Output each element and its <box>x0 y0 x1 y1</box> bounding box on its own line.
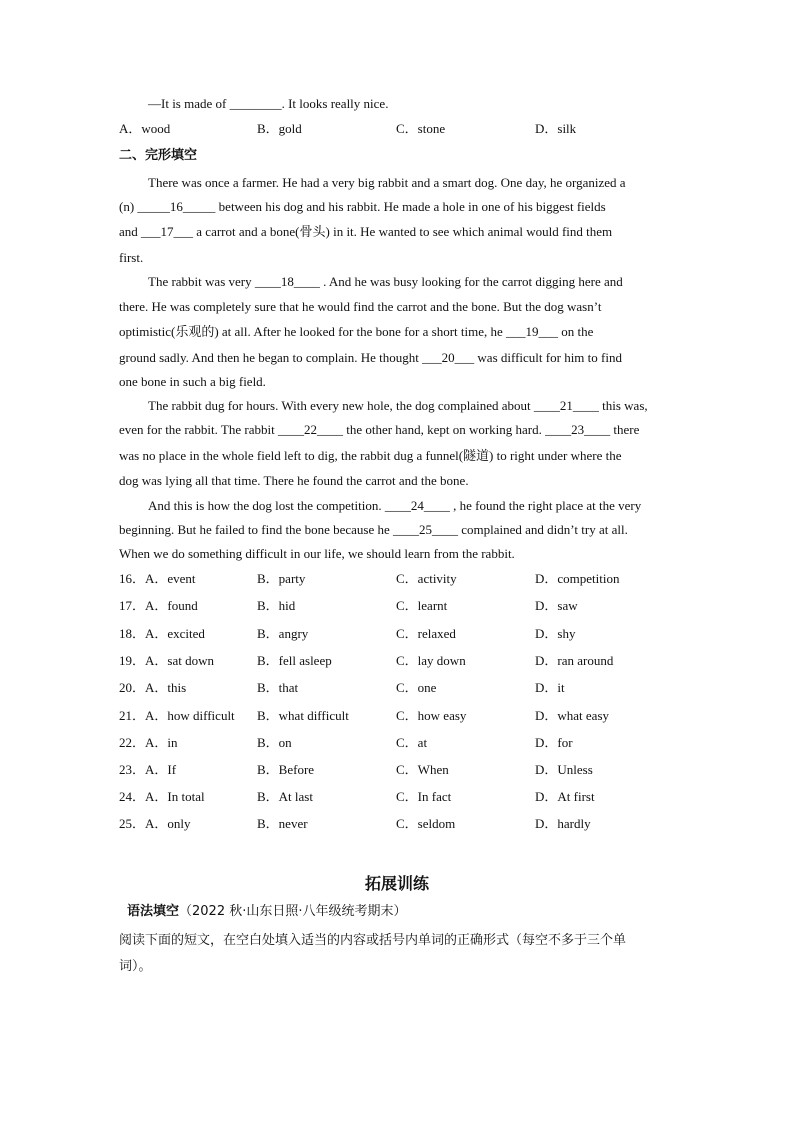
passage-line: optimistic(乐观的) at all. After he looked for the bone for a short time, he ___19___ on the <box>119 324 594 339</box>
option-a: 25．A．only <box>119 816 191 831</box>
option-c: C．one <box>396 680 437 695</box>
option-a: 22．A．in <box>119 735 178 750</box>
passage-line: there. He was completely sure that he would find the carrot and the bone. But the dog wasn’t <box>119 299 602 314</box>
option-a: 16．A．event <box>119 571 196 586</box>
question-20 <box>119 680 679 696</box>
option-b: B．angry <box>257 626 309 641</box>
passage-line: even for the rabbit. The rabbit ____22____ the other hand, kept on working hard. ____23____ there <box>119 422 640 437</box>
question-19 <box>119 653 679 669</box>
passage-line: beginning. But he failed to find the bone because he ____25____ complained and didn’t try at all. <box>119 522 628 537</box>
option-b: B．that <box>257 680 299 695</box>
question-18 <box>119 626 679 642</box>
option-a: 18．A．excited <box>119 626 205 641</box>
question-22 <box>119 735 679 751</box>
q15-options <box>119 121 679 137</box>
passage-line: one bone in such a big field. <box>119 374 266 389</box>
section-heading: 二、完形填空 <box>119 148 198 163</box>
option-b: B．hid <box>257 598 296 613</box>
passage-line: (n) _____16_____ between his dog and his rabbit. He made a hole in one of his biggest fields <box>119 199 606 214</box>
grammar-heading: 语法填空（2022 秋·山东日照·八年级统考期末） <box>127 904 407 919</box>
blank-20: ___20___ <box>422 350 475 365</box>
option-d: D．hardly <box>535 816 591 831</box>
blank-23: ____23____ <box>545 422 611 437</box>
blank-18: ____18____ <box>254 274 320 289</box>
option-a: 20．A．this <box>119 680 187 695</box>
option-d: D．shy <box>535 626 576 641</box>
option-d: D．saw <box>535 598 578 613</box>
question-24 <box>119 789 679 805</box>
option-c: C．how easy <box>396 708 467 723</box>
option-d: D．silk <box>535 121 577 136</box>
option-b: B．on <box>257 735 292 750</box>
option-c: C．relaxed <box>396 626 456 641</box>
passage-line: The rabbit was very ____18____ . And he was busy looking for the carrot digging here and <box>148 274 623 289</box>
passage-line: first. <box>119 250 144 265</box>
option-d: D．for <box>535 735 573 750</box>
blank-21: ____21____ <box>533 398 599 413</box>
option-a: A．wood <box>119 121 171 136</box>
passage-line: was no place in the whole field left to dig, the rabbit dug a funnel(隧道) to right under where the <box>119 448 622 463</box>
option-b: B．At last <box>257 789 313 804</box>
blank-19: ___19___ <box>506 324 559 339</box>
option-b: B．party <box>257 571 306 586</box>
passage-line: and ___17___ a carrot and a bone(骨头) in it. He wanted to see which animal would find them <box>119 224 613 239</box>
option-c: C．When <box>396 762 449 777</box>
question-25 <box>119 816 679 832</box>
option-a: 24．A．In total <box>119 789 205 804</box>
option-a: 23．A．If <box>119 762 177 777</box>
option-b: B．never <box>257 816 308 831</box>
q15-stem: —It is made of ________. It looks really nice. <box>148 96 389 111</box>
option-a: 19．A．sat down <box>119 653 214 668</box>
passage-line: ground sadly. And then he began to complain. He thought ___20___ was difficult for him to find <box>119 350 622 365</box>
option-d: D．it <box>535 680 565 695</box>
option-d: D．At first <box>535 789 595 804</box>
passage-line: There was once a farmer. He had a very big rabbit and a smart dog. One day, he organized a <box>148 175 626 190</box>
passage-line: When we do something difficult in our life, we should learn from the rabbit. <box>119 546 515 561</box>
blank-25: ____25____ <box>393 522 459 537</box>
option-c: C．activity <box>396 571 457 586</box>
blank-17: ___17___ <box>141 224 194 239</box>
option-d: D．ran around <box>535 653 614 668</box>
blank-16: _____16_____ <box>137 199 216 214</box>
option-b: B．what difficult <box>257 708 349 723</box>
question-16 <box>119 571 679 587</box>
instruction-line: 阅读下面的短文，在空白处填入适当的内容或括号内单词的正确形式（每空不多于三个单 <box>119 933 627 948</box>
passage-line: The rabbit dug for hours. With every new hole, the dog complained about ____21____ this was, <box>148 398 648 413</box>
blank-24: ____24____ <box>384 498 450 513</box>
question-17 <box>119 598 679 614</box>
extension-title: 拓展训练 <box>364 874 429 893</box>
instruction-line: 词）。 <box>119 959 152 974</box>
passage-line: dog was lying all that time. There he found the carrot and the bone. <box>119 473 469 488</box>
option-d: D．competition <box>535 571 620 586</box>
option-b: B．Before <box>257 762 315 777</box>
blank-22: ____22____ <box>277 422 343 437</box>
option-d: D．Unless <box>535 762 593 777</box>
option-c: C．lay down <box>396 653 466 668</box>
option-c: C．seldom <box>396 816 456 831</box>
option-a: 21．A．how difficult <box>119 708 235 723</box>
option-b: B．fell asleep <box>257 653 332 668</box>
question-21 <box>119 708 679 724</box>
option-c: C．stone <box>396 121 446 136</box>
option-c: C．In fact <box>396 789 452 804</box>
question-23 <box>119 762 679 778</box>
passage-line: And this is how the dog lost the competition. ____24____ , he found the right place at the very <box>148 498 642 513</box>
option-b: B．gold <box>257 121 302 136</box>
option-c: C．at <box>396 735 428 750</box>
option-c: C．learnt <box>396 598 448 613</box>
option-d: D．what easy <box>535 708 610 723</box>
option-a: 17．A．found <box>119 598 198 613</box>
